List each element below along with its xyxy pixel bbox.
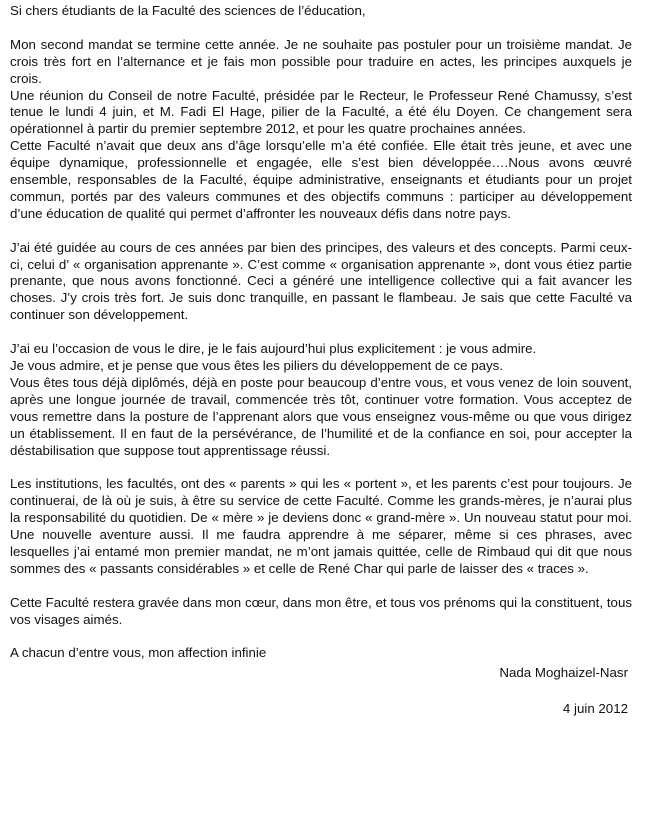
paragraph-admiration-intro: J’ai eu l’occasion de vous le dire, je le fais aujourd’hui plus explicitement : je vous admire. xyxy=(10,341,537,357)
paragraph-spacer xyxy=(10,459,632,476)
letter xyxy=(10,3,632,718)
paragraph-spacer xyxy=(10,578,632,595)
paragraph-faculty-history: Cette Faculté n’avait que deux ans d’âge lorsqu’elle m’a été confiée. Elle était très jeune, et avec une équipe dynamique, professionnelle et engagée, elle s’est bien développée….Nous avons œuvré ensemble, responsables de la Faculté, équipe administrative, enseignants et étudiants pour un projet commun, portés par des valeurs communes et des objectifs communs : participer au développement d’une éducation de qualité qui permet d’affronter les nouveaux défis dans notre pays. xyxy=(10,138,632,221)
paragraph-learning-organization: J’ai été guidée au cours de ces années par bien des principes, des valeurs et des concepts. Parmi ceux-ci, celui d’ « organisation apprenante ». C’est comme « organisation apprenante », dont vous étiez partie prenante, que nous avons fonctionné. Ceci a généré une intelligence collective qui a fait avancer les choses. J’y crois très fort. Je suis donc tranquille, en passant le flambeau. Je sais que cette Faculté va continuer son développement. xyxy=(10,239,632,323)
paragraph-council-meeting: Une réunion du Conseil de notre Faculté, présidée par le Recteur, le Professeur René Chamussy, s’est tenue le lundi 4 juin, et M. Fadi El Hage, pilier de la Faculté, a été élu Doyen. Ce changement sera opérationnel à partir du premier septembre 2012, et pour les quatre prochaines années. xyxy=(10,87,632,137)
paragraph-second-mandate: Mon second mandat se termine cette année. Je ne souhaite pas postuler pour un troisième mandat. Je crois très fort en l’alternance et je fais mon possible pour traduire en actes, les principes auxquels je crois. xyxy=(10,36,632,86)
paragraph-admiration: Je vous admire, et je pense que vous êtes les piliers du développement de ce pays. xyxy=(10,357,504,373)
paragraph-spacer xyxy=(10,324,632,341)
paragraph-parents: Les institutions, les facultés, ont des « parents » qui les « portent », et les parents c’est pour toujours. Je continuerai, de là où je suis, à être su service de cette Faculté. Comme les grands-mères, je n’aurai plus la responsabilité du quotidien. De « mère » je deviens donc « grand-mère ». Un nouveau statut pour moi. Une nouvelle aventure aussi. Il me faudra apprendre à me séparer, même si ces phrases, avec lesquelles j’ai entamé mon premier mandat, ne m’ont jamais quittée, celle de Rimbaud qui dit que nous sommes des « passants considérables » et celle de René Char qui parle de laisser des « traces ». xyxy=(10,476,632,576)
letter-signature: Nada Moghaizel-Nasr xyxy=(499,665,628,681)
paragraph-closing: Cette Faculté restera gravée dans mon cœur, dans mon être, et tous vos prénoms qui la constituent, tous vos visages aimés. xyxy=(10,594,632,627)
letter-date: 4 juin 2012 xyxy=(562,701,628,717)
paragraph-spacer xyxy=(10,223,632,240)
paragraph-students: Vous êtes tous déjà diplômés, déjà en poste pour beaucoup d’entre vous, et vous venez de loin souvent, après une longue journée de travail, commencée très tôt, continuer votre formation. Vous acceptez de vous remettre dans la posture de l’apprenant alors que vous enseignez vous-même ou que vous dirigez un établissement. Il en faut de la persévérance, de l’humilité et de la confiance en soi, pour accepter la déstabilisation que suppose tout apprentissage réussi. xyxy=(10,374,632,458)
paragraph-farewell: A chacun d’entre vous, mon affection infinie xyxy=(10,645,267,661)
paragraph-spacer xyxy=(10,628,632,645)
letter-greeting: Si chers étudiants de la Faculté des sciences de l’éducation, xyxy=(10,3,366,18)
